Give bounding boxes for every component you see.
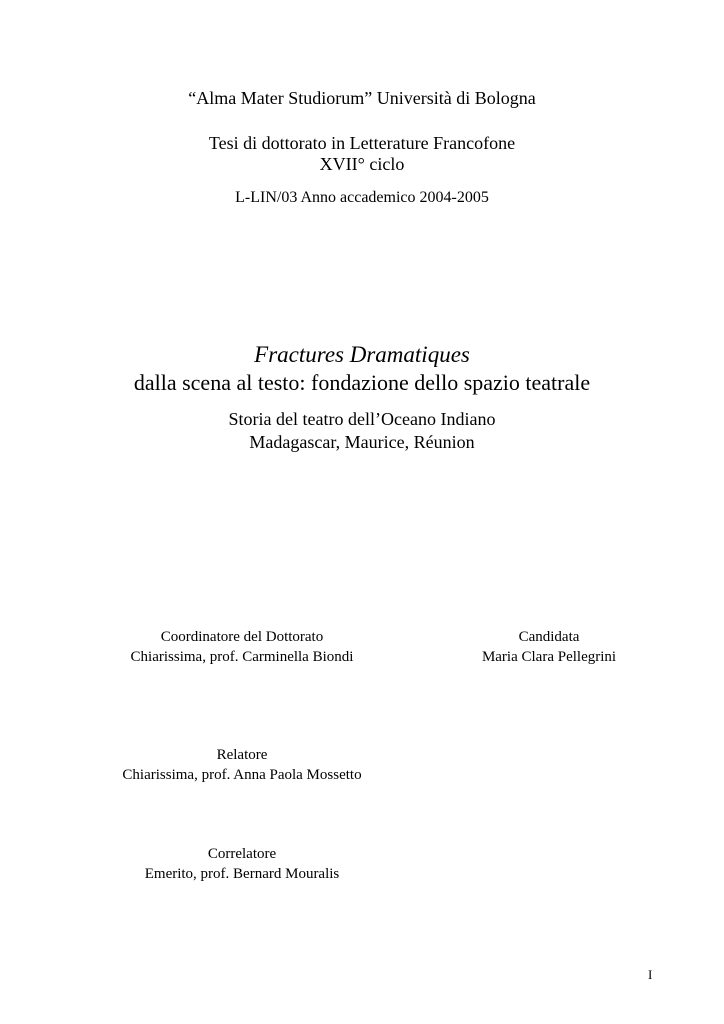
thesis-regions: Madagascar, Maurice, Réunion (249, 432, 475, 452)
thesis-subtitle: dalla scena al testo: fondazione dello spazio teatrale (133, 370, 591, 395)
candidate-name: Maria Clara Pellegrini (481, 649, 617, 665)
supervisor-block (96, 745, 388, 785)
thesis-topic: Storia del teatro dell’Oceano Indiano (228, 409, 496, 429)
co-supervisor-name: Emerito, prof. Bernard Mouralis (144, 866, 340, 882)
coordinator-name: Chiarissima, prof. Carminella Biondi (130, 649, 354, 665)
university-name: “Alma Mater Studiorum” Università di Bologna (188, 88, 536, 108)
coordinator-block (106, 627, 378, 667)
thesis-type: Tesi di dottorato in Letterature Francofone (208, 133, 516, 153)
supervisor-role: Relatore (216, 747, 268, 763)
candidate-role: Candidata (518, 629, 580, 645)
supervisor-name: Chiarissima, prof. Anna Paola Mossetto (122, 767, 362, 783)
co-supervisor-role: Correlatore (207, 846, 277, 862)
doctoral-cycle: XVII° ciclo (319, 154, 405, 174)
co-supervisor-block (106, 844, 378, 884)
academic-year: L-LIN/03 Anno accademico 2004-2005 (235, 189, 489, 206)
thesis-title: Fractures Dramatiques (254, 342, 470, 367)
candidate-block (466, 627, 632, 667)
page-number: I (648, 967, 653, 982)
coordinator-role: Coordinatore del Dottorato (160, 629, 324, 645)
